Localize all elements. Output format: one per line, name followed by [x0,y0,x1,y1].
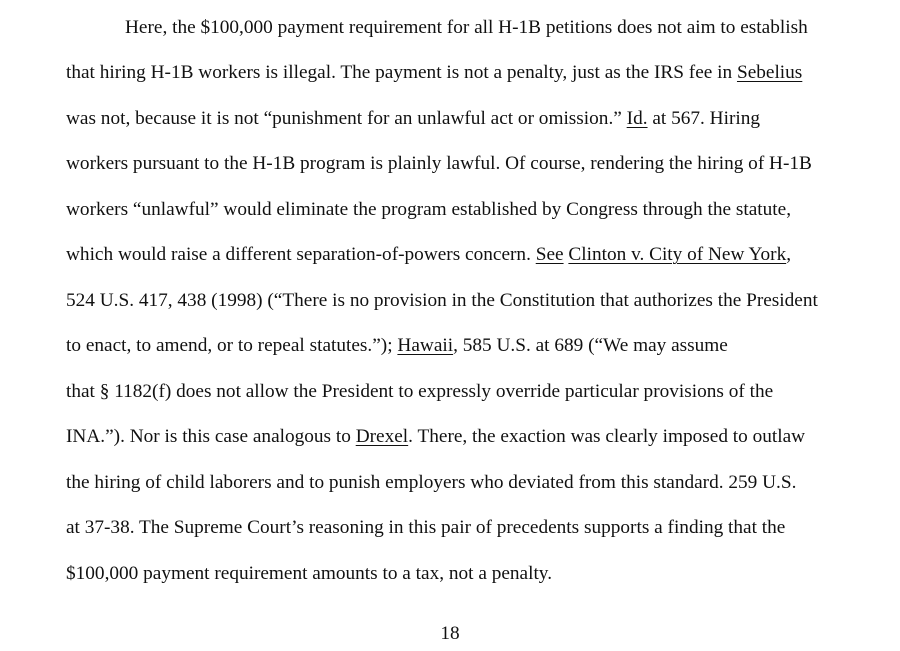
paragraph-line [66,198,791,222]
paragraph-line [66,380,773,404]
paragraph-line [66,61,802,85]
text-segment: workers pursuant to the H-1B program is plainly lawful. Of course, rendering the hiring of H-1B [66,153,812,174]
text-segment: at 567. Hiring [647,108,761,129]
text-segment: that § 1182(f) does not allow the President to expressly override particular provisions of the [66,381,774,402]
citation-text: Sebelius [736,62,803,83]
text-segment: INA.”). Nor is this case analogous to [66,426,356,447]
citation-text: Drexel [355,426,409,447]
paragraph-line [66,425,805,449]
text-segment: , 585 U.S. at 689 (“We may assume [453,335,728,356]
text-segment: at 37-38. The Supreme Court’s reasoning in this pair of precedents supports a finding that the [66,517,786,538]
citation-text: Hawaii [397,335,454,356]
text-segment: that hiring H-1B workers is illegal. The payment is not a penalty, just as the IRS fee in [66,62,737,83]
paragraph-line [66,107,760,131]
citation-text: Clinton v. City of New York [568,244,787,265]
text-segment: Here, the $100,000 payment requirement for all H-1B petitions does not aim to establish [125,17,808,38]
text-segment: to enact, to amend, or to repeal statutes.”); [66,335,398,356]
text-segment: 524 U.S. 417, 438 (1998) (“There is no provision in the Constitution that authorizes the President [66,290,818,311]
text-segment: the hiring of child laborers and to punish employers who deviated from this standard. 259 U.S. [66,472,797,493]
text-segment: was not, because it is not “punishment for an unlawful act or omission.” [66,108,627,129]
page-number: 18 [440,623,460,644]
citation-text: Id. [626,108,648,129]
paragraph-line [66,152,812,176]
paragraph-line [125,16,808,40]
paragraph-line [66,562,552,586]
text-segment: , [786,244,792,265]
text-segment: $100,000 payment requirement amounts to a tax, not a penalty. [66,563,553,584]
paragraph-line [66,243,791,267]
paragraph-line [66,334,728,358]
text-segment: . There, the exaction was clearly imposed to outlaw [408,426,806,447]
citation-text: See [535,244,564,265]
text-segment: workers “unlawful” would eliminate the program established by Congress through the statute, [66,199,792,220]
paragraph-line [66,516,785,540]
paragraph-line [66,471,796,495]
paragraph-line [66,289,818,313]
text-segment: which would raise a different separation-of-powers concern. [66,244,536,265]
